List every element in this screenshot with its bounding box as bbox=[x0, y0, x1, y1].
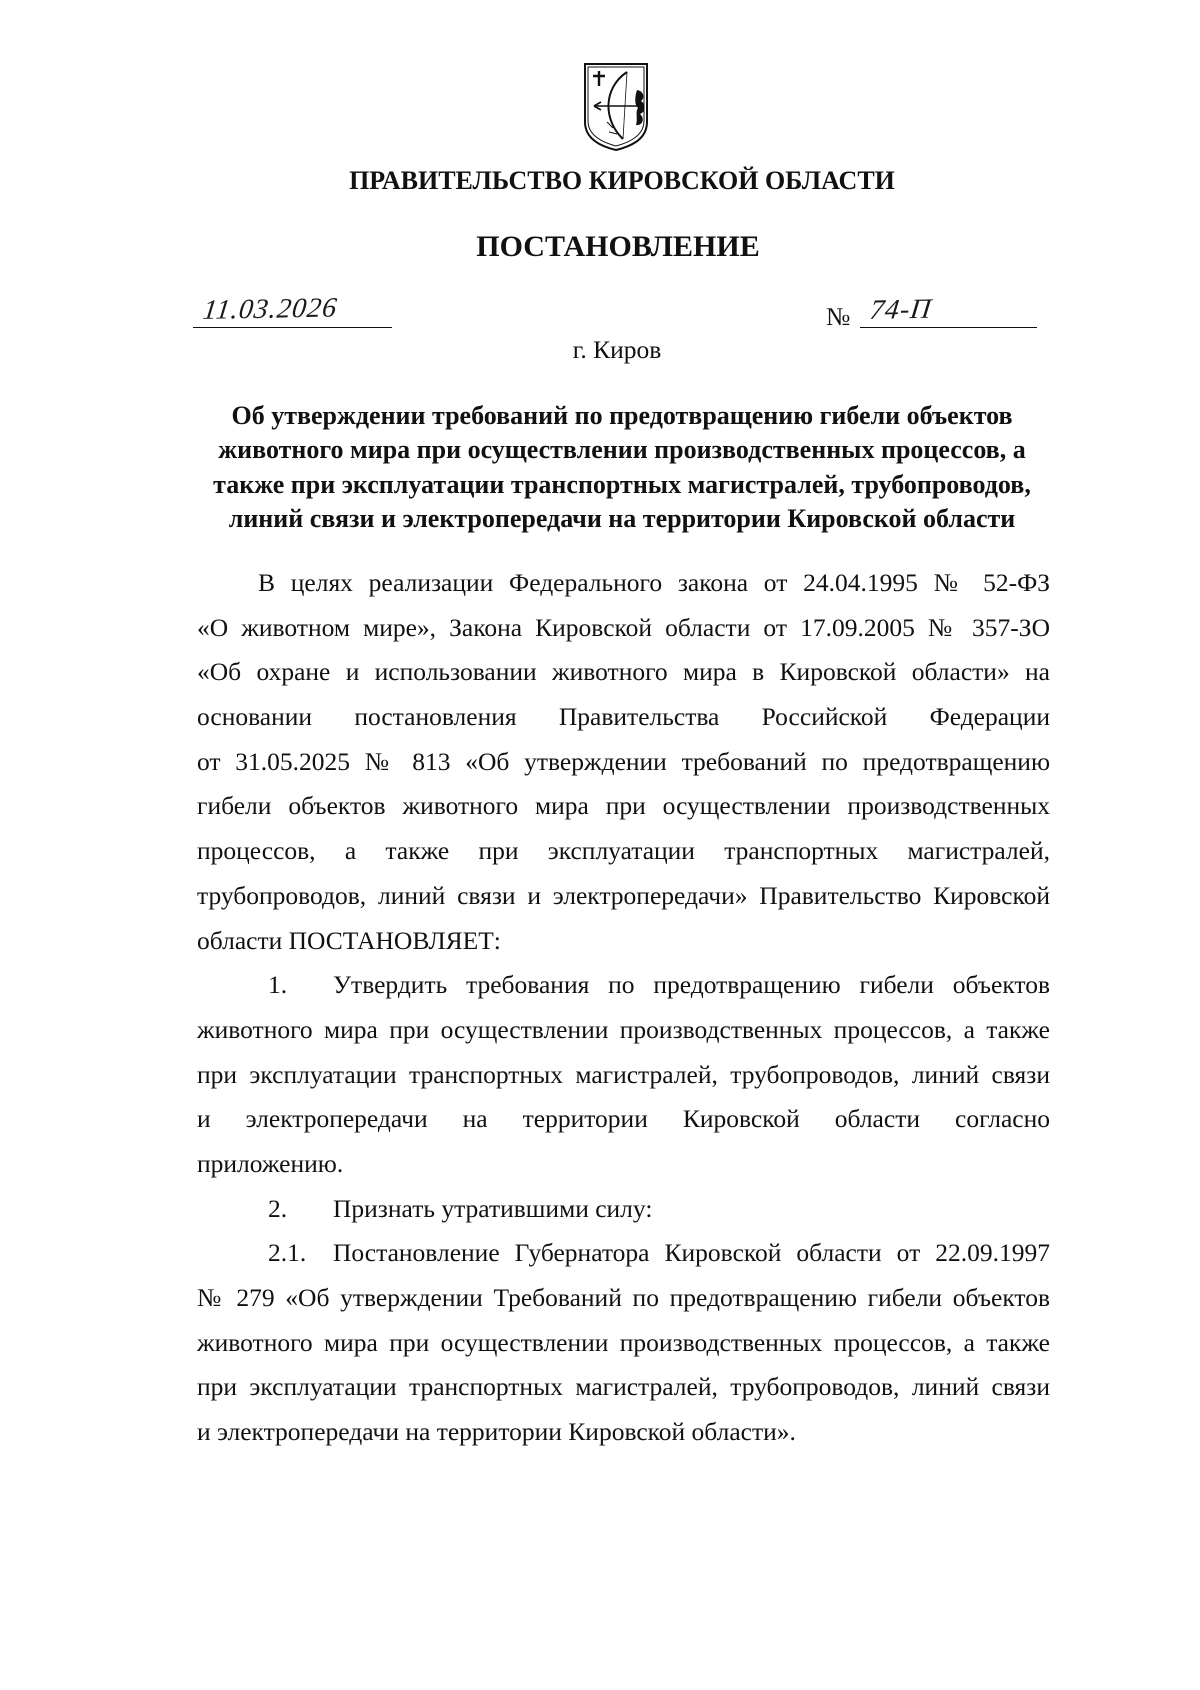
number-label: № bbox=[826, 302, 851, 331]
item-number: 1. bbox=[268, 970, 288, 1000]
preamble-line: процессов, а также при эксплуатации транспортных магистралей, bbox=[197, 836, 1050, 866]
item-line: животного мира при осуществлении производственных процессов, а также bbox=[197, 1327, 1050, 1357]
handwritten-date: 11.03.2026 bbox=[201, 292, 340, 326]
title-line: животного мира при осуществлении производственных процессов, а bbox=[218, 435, 1026, 465]
item-number: 2. bbox=[268, 1193, 288, 1223]
item-line: Утвердить требования по предотвращению гибели объектов bbox=[333, 970, 1050, 1000]
number-field bbox=[860, 295, 1037, 328]
document-body bbox=[197, 561, 1050, 1455]
item-line: № 279 «Об утверждении Требований по предотвращению гибели объектов bbox=[197, 1283, 1050, 1312]
preamble-line: «О животном мире», Закона Кировской области от 17.09.2005 № 357-ЗО bbox=[197, 612, 1050, 642]
item-first-line bbox=[197, 1187, 1050, 1232]
item-first-line bbox=[197, 1231, 1050, 1276]
item-first-line bbox=[197, 963, 1050, 1008]
date-field bbox=[193, 292, 392, 328]
title-line: также при эксплуатации транспортных магистралей, трубопроводов, bbox=[213, 469, 1031, 499]
preamble-line: от 31.05.2025 № 813 «Об утверждении требований по предотвращению bbox=[197, 746, 1050, 776]
coat-of-arms-icon bbox=[583, 62, 649, 152]
item-line: животного мира при осуществлении производственных процессов, а также bbox=[197, 1014, 1050, 1044]
item-line: при эксплуатации транспортных магистралей, трубопроводов, линий связи bbox=[197, 1059, 1050, 1089]
item-line: и электропередачи на территории Кировской области согласно bbox=[197, 1104, 1050, 1134]
preamble-line: области ПОСТАНОВЛЯЕТ: bbox=[197, 925, 501, 955]
item-line: при эксплуатации транспортных магистралей, трубопроводов, линий связи bbox=[197, 1372, 1050, 1402]
preamble-line: «Об охране и использовании животного мира в Кировской области» на bbox=[197, 657, 1050, 687]
item-line: Признать утратившими силу: bbox=[333, 1193, 653, 1223]
item-number: 2.1. bbox=[268, 1238, 307, 1268]
preamble-line: В целях реализации Федерального закона от 24.04.1995 № 52-ФЗ bbox=[258, 568, 1050, 597]
item-line: Постановление Губернатора Кировской области от 22.09.1997 bbox=[333, 1238, 1050, 1268]
handwritten-number: 74-П bbox=[868, 293, 934, 326]
preamble-line: основании постановления Правительства Российской Федерации bbox=[197, 702, 1050, 732]
document-type-title: ПОСТАНОВЛЕНИЕ bbox=[476, 230, 760, 263]
title-line: линий связи и электропередачи на территории Кировской области bbox=[228, 504, 1016, 534]
government-name: ПРАВИТЕЛЬСТВО КИРОВСКОЙ ОБЛАСТИ bbox=[349, 166, 895, 195]
title-line: Об утверждении требований по предотвращению гибели объектов bbox=[231, 401, 1013, 430]
preamble-line: гибели объектов животного мира при осуществлении производственных bbox=[197, 791, 1050, 821]
preamble-line: трубопроводов, линий связи и электропередачи» Правительство Кировской bbox=[197, 880, 1050, 910]
item-line: и электропередачи на территории Кировской области». bbox=[197, 1417, 796, 1447]
item-line: приложению. bbox=[197, 1148, 344, 1178]
resolution-title bbox=[102, 399, 1142, 537]
city-name: г. Киров bbox=[572, 335, 662, 364]
